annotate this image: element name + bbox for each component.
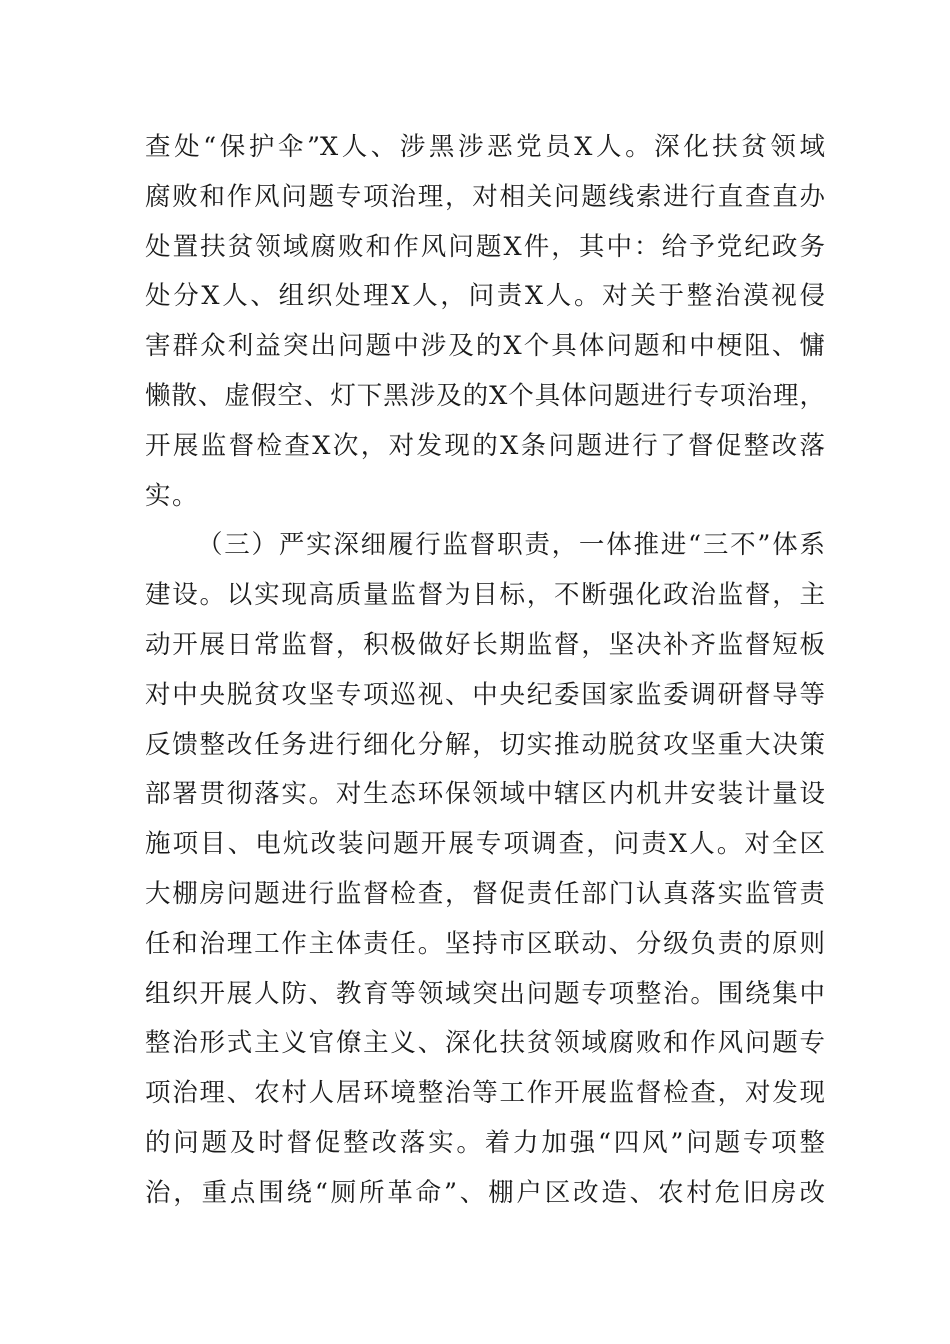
text-line: 开展监督检查X次，对发现的X条问题进行了督促整改落 xyxy=(145,430,825,461)
text-line: 害群众利益突出问题中涉及的X个具体问题和中梗阻、慵 xyxy=(145,331,825,362)
text-line: 查处“保护伞”X人、涉黑涉恶党员X人。深化扶贫领域 xyxy=(145,132,825,162)
text-line: 项治理、农村人居环境整治等工作开展监督检查，对发现 xyxy=(145,1078,825,1109)
text-line: 腐败和作风问题专项治理，对相关问题线索进行直查直办 xyxy=(145,181,825,212)
text-line: 施项目、电炕改装问题开展专项调查，问责X人。对全区 xyxy=(145,829,825,860)
text-line: 组织开展人防、教育等领域突出问题专项整治。围绕集中 xyxy=(145,978,825,1009)
text-line: 实。 xyxy=(145,480,200,511)
text-line: 反馈整改任务进行细化分解，切实推动脱贫攻坚重大决策 xyxy=(145,729,825,760)
text-line: 整治形式主义官僚主义、深化扶贫领域腐败和作风问题专 xyxy=(145,1028,825,1059)
text-line: 大棚房问题进行监督检查，督促责任部门认真落实监管责 xyxy=(145,878,825,909)
text-line: （三）严实深细履行监督职责，一体推进“三不”体系 xyxy=(197,530,825,561)
text-line: 建设。以实现高质量监督为目标，不断强化政治监督，主 xyxy=(145,580,825,611)
text-line: 懒散、虚假空、灯下黑涉及的X个具体问题进行专项治理， xyxy=(145,380,825,411)
text-line: 的问题及时督促整改落实。着力加强“四风”问题专项整 xyxy=(145,1127,825,1158)
text-line: 部署贯彻落实。对生态环保领域中辖区内机井安装计量设 xyxy=(145,779,825,810)
text-line: 处分X人、组织处理X人，问责X人。对关于整治漠视侵 xyxy=(145,281,825,312)
text-line: 任和治理工作主体责任。坚持市区联动、分级负责的原则 xyxy=(145,928,825,959)
text-line: 处置扶贫领域腐败和作风问题X件，其中：给予党纪政务 xyxy=(145,231,825,262)
body-text xyxy=(145,123,825,1219)
text-line: 治，重点围绕“厕所革命”、棚户区改造、农村危旧房改 xyxy=(145,1177,825,1208)
text-line: 对中央脱贫攻坚专项巡视、中央纪委国家监委调研督导等 xyxy=(145,679,825,710)
text-line: 动开展日常监督，积极做好长期监督，坚决补齐监督短板 xyxy=(145,629,825,660)
